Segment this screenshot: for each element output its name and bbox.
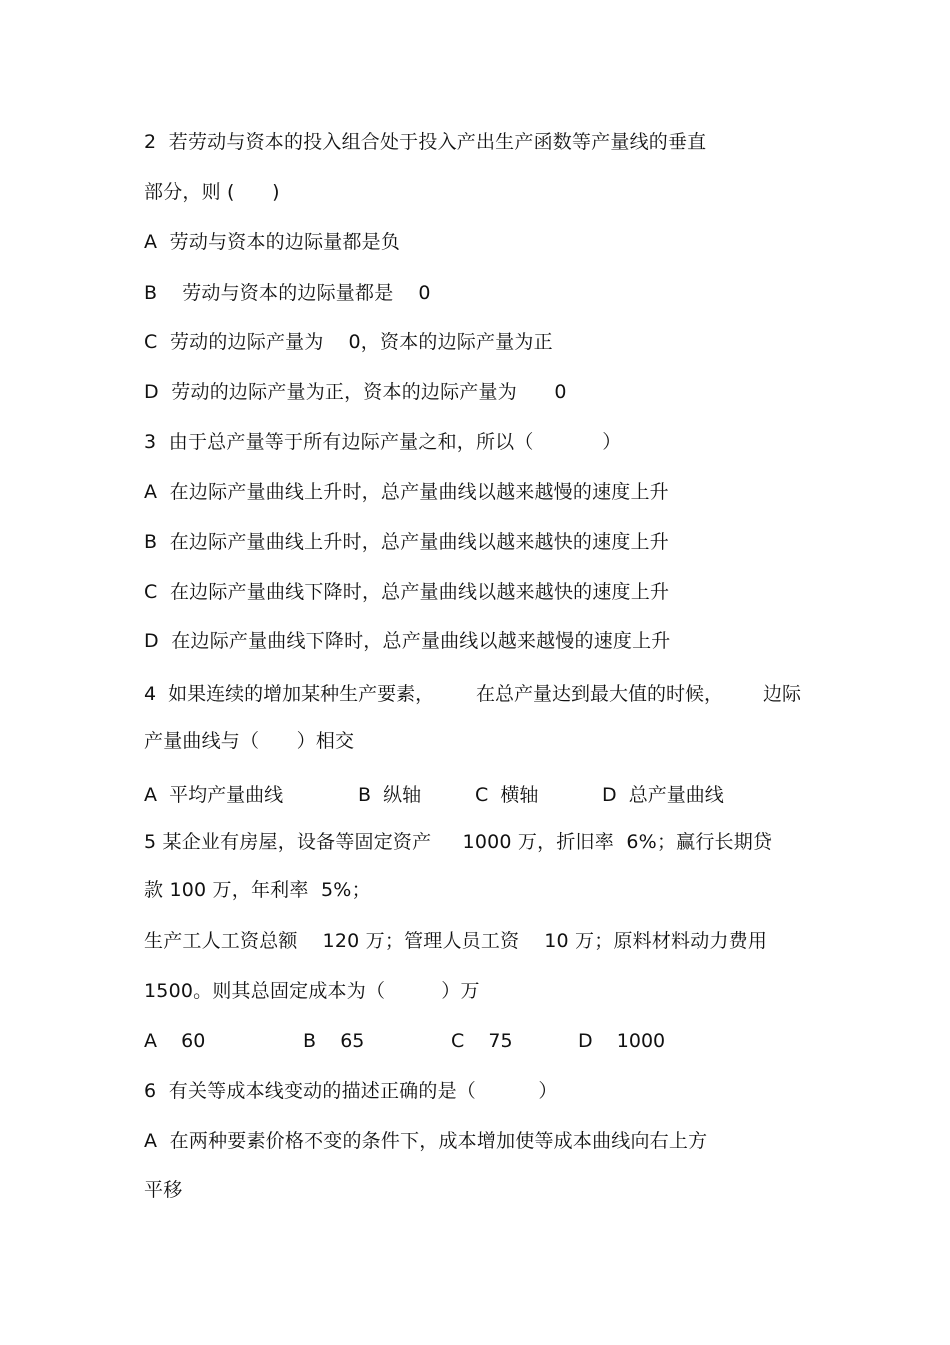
q3-option-a: A 在边际产量曲线上升时，总产量曲线以越来越慢的速度上升 — [144, 481, 669, 503]
q4-stem-line-2: 产量曲线与（ ）相交 — [144, 730, 355, 752]
q6-option-a-line-1: A 在两种要素价格不变的条件下，成本增加使等成本曲线向右上方 — [144, 1130, 708, 1152]
q4-stem-part-2: 在总产量达到最大值的时候， — [476, 683, 724, 705]
q2-stem-line-2: 部分，则 ( ) — [144, 181, 280, 203]
q5-option-b: B 65 — [303, 1030, 365, 1052]
q4-stem-part-3: 边际 — [763, 683, 802, 705]
q3-option-c: C 在边际产量曲线下降时，总产量曲线以越来越快的速度上升 — [144, 581, 670, 603]
q4-option-b: B 纵轴 — [358, 784, 422, 806]
q2-option-d: D 劳动的边际产量为正，资本的边际产量为 0 — [144, 381, 567, 403]
q3-option-d: D 在边际产量曲线下降时，总产量曲线以越来越慢的速度上升 — [144, 630, 671, 652]
q3-option-b: B 在边际产量曲线上升时，总产量曲线以越来越快的速度上升 — [144, 531, 669, 553]
q3-stem: 3 由于总产量等于所有边际产量之和，所以（ ） — [144, 431, 622, 453]
q2-option-b: B 劳动与资本的边际量都是 0 — [144, 282, 431, 304]
q4-option-a: A 平均产量曲线 — [144, 784, 284, 806]
q2-stem-line-1: 2 若劳动与资本的投入组合处于投入产出生产函数等产量线的垂直 — [144, 131, 707, 153]
q4-stem-line-1 — [144, 679, 844, 703]
q4-option-c: C 横轴 — [475, 784, 539, 806]
q6-stem: 6 有关等成本线变动的描述正确的是（ ） — [144, 1080, 558, 1102]
q4-stem-part-1: 4 如果连续的增加某种生产要素， — [144, 683, 435, 705]
q5-stem-line-2: 款 100 万，年利率 5%； — [144, 879, 371, 901]
q2-option-c: C 劳动的边际产量为 0，资本的边际产量为正 — [144, 331, 553, 353]
q5-option-a: A 60 — [144, 1030, 206, 1052]
q5-option-d: D 1000 — [578, 1030, 666, 1052]
q5-options-row — [144, 1030, 844, 1054]
q6-option-a-line-2: 平移 — [144, 1179, 183, 1201]
q5-stem-line-3: 生产工人工资总额 120 万；管理人员工资 10 万；原料材料动力费用 — [144, 930, 768, 952]
q5-option-c: C 75 — [451, 1030, 513, 1052]
q4-options-row — [144, 780, 844, 804]
q4-option-d: D 总产量曲线 — [602, 784, 724, 806]
q5-stem-line-1: 5 某企业有房屋，设备等固定资产 1000 万，折旧率 6%；赢行长期贷 — [144, 831, 773, 853]
q2-option-a: A 劳动与资本的边际量都是负 — [144, 231, 401, 253]
q5-stem-line-4: 1500。则其总固定成本为（ ）万 — [144, 980, 480, 1002]
